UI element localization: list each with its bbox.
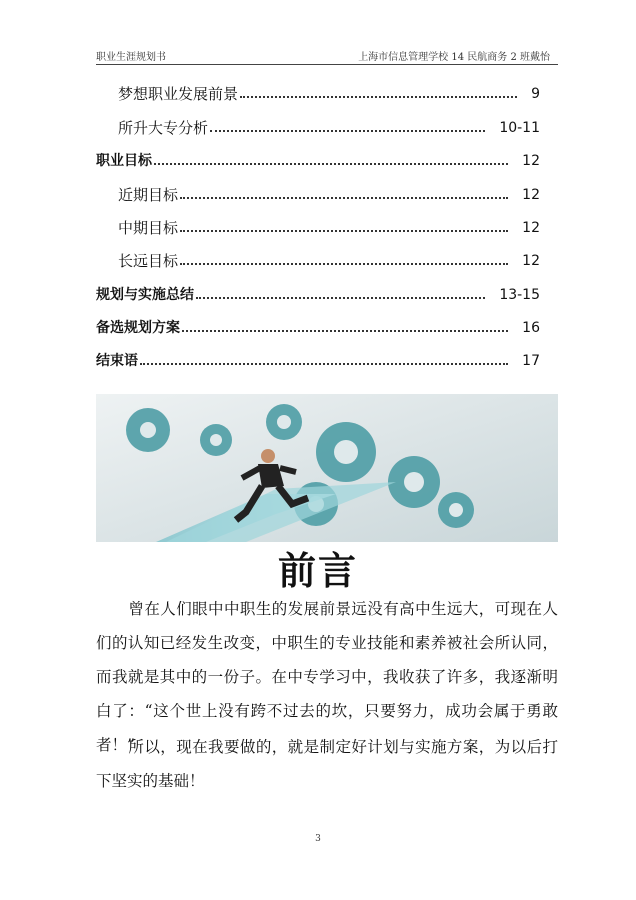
toc-entry-page: 17 <box>522 353 540 369</box>
toc-entry-label: 梦想职业发展前景 <box>118 85 239 103</box>
toc-entry[interactable] <box>0 351 636 373</box>
header-left-title: 职业生涯规划书 <box>96 52 166 63</box>
toc-entry[interactable] <box>0 318 636 340</box>
toc-entry[interactable] <box>0 118 636 140</box>
toc-entry-page: 12 <box>522 187 540 203</box>
toc-dot-leader <box>240 96 517 98</box>
header-divider <box>96 64 558 65</box>
toc-entry-page: 10-11 <box>499 120 540 136</box>
toc-entry-label: 结束语 <box>96 353 138 369</box>
toc-entry-label: 规划与实施总结 <box>96 287 194 303</box>
toc-entry-label: 长远目标 <box>118 252 179 270</box>
toc-dot-leader <box>210 130 485 132</box>
page-number: 3 <box>315 834 321 844</box>
page-title: 前言 <box>277 549 358 593</box>
toc-dot-leader <box>182 330 508 332</box>
toc-entry-label: 近期目标 <box>118 186 179 204</box>
toc-entry-page: 13-15 <box>499 287 540 303</box>
career-banner-image <box>96 394 558 542</box>
toc-entry-label: 中期目标 <box>118 219 179 237</box>
toc-entry-page: 12 <box>522 220 540 236</box>
toc-dot-leader <box>180 230 508 232</box>
toc-entry[interactable] <box>0 218 636 240</box>
toc-entry[interactable] <box>0 251 636 273</box>
toc-dot-leader <box>154 163 508 165</box>
toc-entry[interactable] <box>0 185 636 207</box>
preface-paragraph-1-text: 曾在人们眼中中职生的发展前景远没有高中生远大，可现在人们的认知已经发生改变，中职生的专业技能和素养被社会所认同，而我就是其中的一份子。在中专学习中，我收获了许多，我逐渐明白了：“这个世上没有跨不过去的坎，只要努力，成功会属于勇敢者！” <box>96 600 558 754</box>
banner-illustration <box>96 394 558 542</box>
preface-paragraph-2-text: 所以，现在我要做的，就是制定好计划与实施方案，为以后打下坚实的基础！ <box>96 738 558 790</box>
toc-dot-leader <box>140 363 508 365</box>
toc-entry-label: 所升大专分析 <box>118 119 209 137</box>
toc-entry-page: 9 <box>531 86 540 102</box>
toc-entry[interactable] <box>0 151 636 173</box>
toc-entry[interactable] <box>0 84 636 106</box>
toc-entry-page: 12 <box>522 253 540 269</box>
toc-entry[interactable] <box>0 285 636 307</box>
toc-dot-leader <box>196 297 485 299</box>
preface-paragraph-2 <box>96 730 558 798</box>
toc-entry-page: 16 <box>522 320 540 336</box>
toc-entry-label: 备选规划方案 <box>96 320 180 336</box>
toc-dot-leader <box>180 197 508 199</box>
toc-dot-leader <box>180 263 508 265</box>
toc-entry-label: 职业目标 <box>96 153 152 169</box>
toc-entry-page: 12 <box>522 153 540 169</box>
header-right-info: 上海市信息管理学校 14 民航商务 2 班戴怡 <box>358 52 550 63</box>
